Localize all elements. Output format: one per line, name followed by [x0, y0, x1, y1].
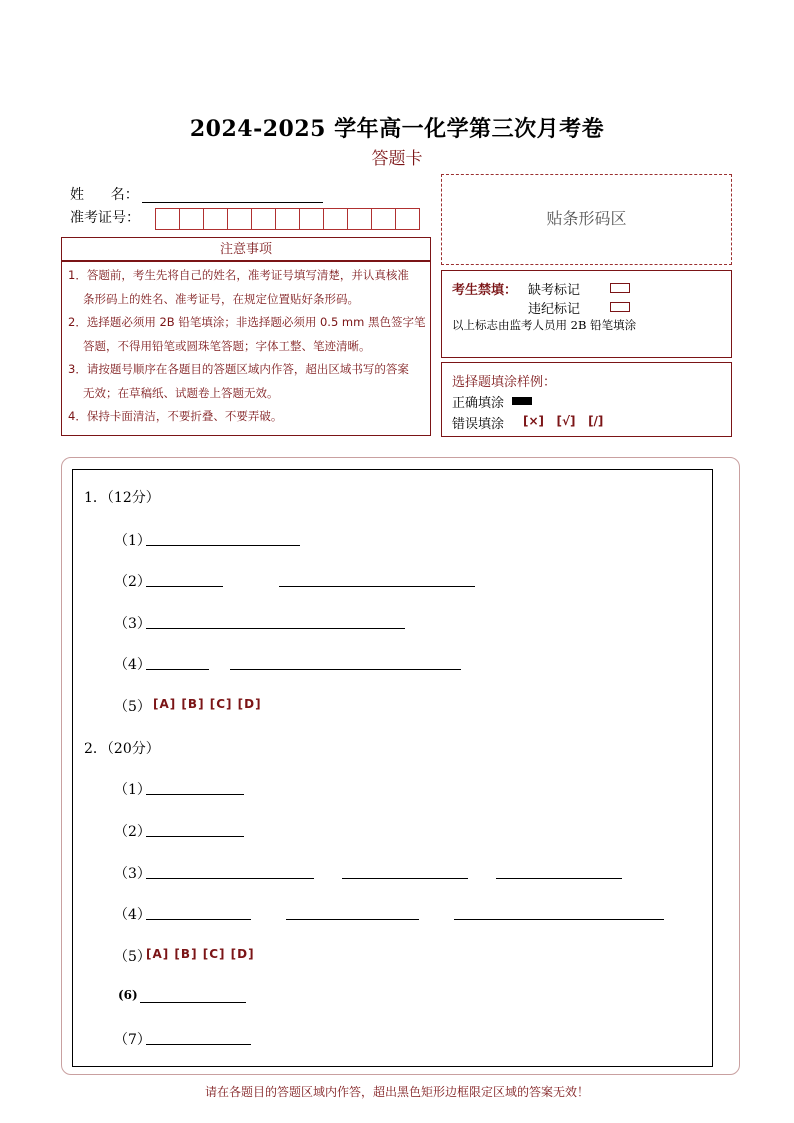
- q2-sub4-answer-line[interactable]: [146, 919, 251, 920]
- q2-sub2-answer-line[interactable]: [146, 836, 244, 837]
- absent-mark-box[interactable]: [610, 283, 630, 293]
- q2-sub2-label: （2）: [114, 824, 151, 840]
- barcode-area: [441, 174, 732, 265]
- barcode-label: 贴条形码区: [546, 209, 627, 228]
- notice-item: 4．保持卡面清洁，不要折叠、不要弄破。: [68, 409, 283, 423]
- fill-sample-box: [441, 362, 732, 437]
- wrong-fill-label: 错误填涂: [452, 417, 505, 432]
- footer-warning: 请在各题目的答题区域内作答，超出黑色矩形边框限定区域的答案无效！: [204, 1085, 589, 1099]
- admission-cell[interactable]: [155, 208, 180, 230]
- admission-cell[interactable]: [347, 208, 372, 230]
- question-2-title: 2．（20分）: [84, 741, 160, 757]
- notice-item: 无效；在草稿纸、试题卷上答题无效。: [83, 385, 279, 400]
- q1-sub2-answer-line[interactable]: [279, 586, 475, 587]
- admission-cell[interactable]: [323, 208, 348, 230]
- notice-item: 答题，不得用铅笔或圆珠笔答题；字体工整、笔迹清晰。: [83, 338, 371, 353]
- q2-sub6-answer-line[interactable]: [140, 1002, 246, 1003]
- q2-sub4-answer-line[interactable]: [454, 919, 664, 920]
- admission-label: 准考证号：: [70, 210, 140, 226]
- q1-sub1-label: （1）: [114, 533, 151, 549]
- admission-cell[interactable]: [251, 208, 276, 230]
- name-field[interactable]: [142, 202, 323, 203]
- forbidden-label: 考生禁填：: [452, 283, 518, 298]
- q2-sub6-label: (6): [118, 988, 138, 1002]
- admission-cell[interactable]: [203, 208, 228, 230]
- q2-choice-options[interactable]: [A] [B] [C] [D]: [146, 947, 255, 961]
- q2-sub4-label: （4）: [114, 907, 151, 923]
- admission-number-cells[interactable]: [155, 208, 419, 230]
- violation-mark-box[interactable]: [610, 302, 630, 312]
- notice-heading: 注意事项: [61, 237, 431, 261]
- admission-cell[interactable]: [395, 208, 420, 230]
- name-label: 姓 名：: [70, 187, 139, 203]
- q2-sub7-answer-line[interactable]: [146, 1044, 251, 1045]
- notice-item: 3．请按题号顺序在各题目的答题区域内作答，超出区域书写的答案: [68, 362, 409, 376]
- absent-mark-label: 缺考标记: [528, 283, 581, 298]
- q1-sub2-answer-line[interactable]: [146, 586, 223, 587]
- fill-sample-heading: 选择题填涂样例：: [452, 375, 557, 390]
- q2-sub1-label: （1）: [114, 782, 151, 798]
- q1-sub2-label: （2）: [114, 574, 151, 590]
- q1-sub5-label: （5）: [114, 699, 151, 715]
- q1-choice-options[interactable]: [A] [B] [C] [D]: [153, 697, 262, 711]
- notice-item: 条形码上的姓名、准考证号，在规定位置贴好条形码。: [83, 291, 359, 306]
- q2-sub3-label: （3）: [114, 866, 151, 882]
- q2-sub1-answer-line[interactable]: [146, 794, 244, 795]
- forbidden-note: 以上标志由监考人员用 2B 铅笔填涂: [452, 318, 637, 332]
- q2-sub4-answer-line[interactable]: [286, 919, 419, 920]
- correct-fill-mark: [512, 397, 532, 405]
- notice-item: 2．选择题必须用 2B 铅笔填涂；非选择题必须用 0.5 mm 黑色签字笔: [68, 315, 426, 329]
- q2-sub3-answer-line[interactable]: [342, 878, 468, 879]
- q1-sub1-answer-line[interactable]: [146, 545, 300, 546]
- answer-area: [72, 469, 713, 1067]
- q2-sub5-label: （5）: [114, 949, 151, 965]
- q1-sub4-answer-line[interactable]: [230, 669, 461, 670]
- q2-sub3-answer-line[interactable]: [146, 878, 314, 879]
- q2-sub3-answer-line[interactable]: [496, 878, 622, 879]
- admission-cell[interactable]: [371, 208, 396, 230]
- admission-cell[interactable]: [179, 208, 204, 230]
- forbidden-box: [441, 270, 732, 358]
- q1-sub3-label: （3）: [114, 616, 151, 632]
- question-1-title: 1．（12分）: [84, 490, 160, 506]
- admission-cell[interactable]: [227, 208, 252, 230]
- page-title: 2024-2025 学年高一化学第三次月考卷: [189, 116, 605, 142]
- notice-item: 1．答题前，考生先将自己的姓名，准考证号填写清楚，并认真核准: [68, 268, 409, 282]
- q1-sub4-answer-line[interactable]: [146, 669, 209, 670]
- notice-body: [61, 261, 431, 436]
- violation-mark-label: 违纪标记: [528, 302, 581, 317]
- admission-cell[interactable]: [299, 208, 324, 230]
- wrong-fill-marks: [×] [√] [/]: [523, 414, 604, 428]
- page-subtitle: 答题卡: [371, 149, 423, 169]
- admission-cell[interactable]: [275, 208, 300, 230]
- q1-sub3-answer-line[interactable]: [146, 628, 405, 629]
- correct-fill-label: 正确填涂: [452, 396, 505, 411]
- q2-sub7-label: （7）: [114, 1032, 151, 1048]
- q1-sub4-label: （4）: [114, 657, 151, 673]
